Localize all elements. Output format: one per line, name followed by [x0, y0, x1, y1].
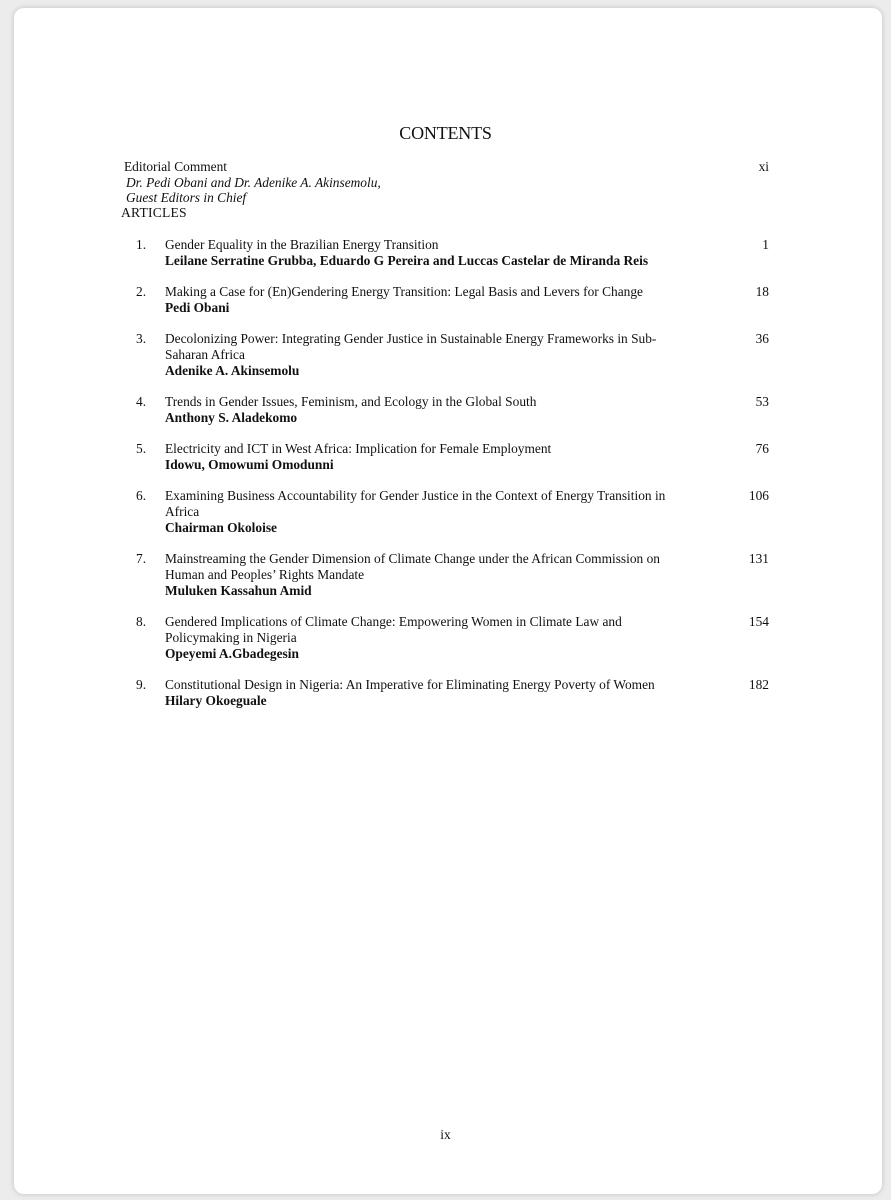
editorial-page-number: xi — [758, 159, 769, 174]
entry-author: Anthony S. Aladekomo — [165, 410, 298, 425]
entry-number: 2. — [136, 284, 147, 299]
editorial-editors-role: Guest Editors in Chief — [126, 190, 247, 205]
entry-author: Opeyemi A.Gbadegesin — [165, 646, 299, 661]
articles-heading: ARTICLES — [121, 205, 187, 220]
entry-author: Adenike A. Akinsemolu — [165, 363, 300, 378]
entry-title: Mainstreaming the Gender Dimension of Climate Change under the African Commission on Human and Peoples’ Rights Mandate — [165, 551, 660, 582]
entry-number: 7. — [136, 551, 147, 566]
entry-title: Gender Equality in the Brazilian Energy Transition — [165, 237, 439, 252]
entry-author: Idowu, Omowumi Omodunni — [165, 457, 334, 472]
entry-author: Muluken Kassahun Amid — [165, 583, 312, 598]
entry-title: Electricity and ICT in West Africa: Implication for Female Employment — [165, 441, 552, 456]
entry-page-number: 182 — [748, 677, 769, 692]
entry-author: Hilary Okoeguale — [165, 693, 267, 708]
entry-number: 6. — [136, 488, 147, 503]
entry-number: 4. — [136, 394, 147, 409]
entry-page-number: 76 — [755, 441, 769, 456]
page-title: CONTENTS — [399, 123, 492, 143]
entry-page-number: 106 — [748, 488, 769, 503]
entry-number: 8. — [136, 614, 147, 629]
entry-number: 5. — [136, 441, 147, 456]
entry-title: Gendered Implications of Climate Change: Empowering Women in Climate Law and Policymaking in Nigeria — [165, 614, 622, 645]
entry-page-number: 131 — [748, 551, 769, 566]
entry-title: Making a Case for (En)Gendering Energy Transition: Legal Basis and Levers for Change — [165, 284, 643, 299]
entry-page-number: 36 — [755, 331, 769, 346]
entry-title: Examining Business Accountability for Gender Justice in the Context of Energy Transition in Africa — [165, 488, 666, 519]
entry-title: Trends in Gender Issues, Feminism, and Ecology in the Global South — [165, 394, 537, 409]
entry-number: 9. — [136, 677, 147, 692]
entry-page-number: 18 — [755, 284, 769, 299]
entry-author: Chairman Okoloise — [165, 520, 277, 535]
entry-author: Leilane Serratine Grubba, Eduardo G Pereira and Luccas Castelar de Miranda Reis — [165, 253, 649, 268]
page-folio: ix — [440, 1127, 451, 1142]
entry-number: 3. — [136, 331, 147, 346]
entry-page-number: 1 — [762, 237, 769, 252]
editorial-label: Editorial Comment — [124, 159, 228, 174]
entry-page-number: 53 — [755, 394, 769, 409]
entry-author: Pedi Obani — [165, 300, 230, 315]
entry-number: 1. — [136, 237, 147, 252]
editorial-editors: Dr. Pedi Obani and Dr. Adenike A. Akinsemolu, — [126, 174, 381, 190]
entry-page-number: 154 — [748, 614, 769, 629]
entry-title: Constitutional Design in Nigeria: An Imperative for Eliminating Energy Poverty of Women — [165, 677, 655, 692]
editorial-comment[interactable] — [124, 159, 769, 206]
entry-title: Decolonizing Power: Integrating Gender Justice in Sustainable Energy Frameworks in Sub-Saharan Africa — [165, 331, 657, 362]
